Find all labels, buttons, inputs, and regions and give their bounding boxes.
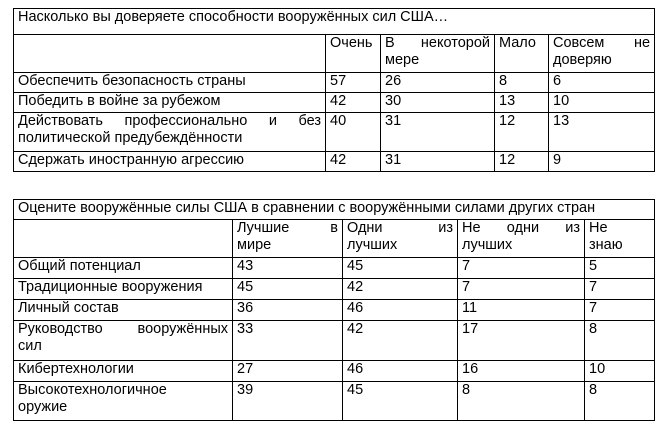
row-label: Высокотехнологичное оружие — [14, 382, 233, 421]
table-row — [14, 73, 655, 93]
cell-among-best: 45 — [343, 382, 458, 421]
trust-table-header-row — [14, 35, 655, 73]
cell-very: 57 — [326, 73, 381, 93]
table-row — [14, 382, 655, 421]
header-dont-know: Не знаю — [585, 220, 655, 258]
header-not-at-all: Совсем не доверяю — [549, 35, 655, 73]
table-row — [14, 113, 655, 152]
cell-not-among-best: 17 — [458, 321, 585, 361]
cell-not-among-best: 7 — [458, 279, 585, 300]
cell-very: 42 — [326, 93, 381, 113]
row-label: Руководство вооружённых сил — [14, 321, 233, 361]
cell-dont-know: 5 — [585, 258, 655, 279]
header-empty-cell — [14, 35, 326, 73]
cell-dont-know: 7 — [585, 300, 655, 321]
cell-best: 27 — [233, 361, 343, 382]
cell-very: 40 — [326, 113, 381, 152]
cell-not-among-best: 8 — [458, 382, 585, 421]
header-very: Очень — [326, 35, 381, 73]
cell-dont-know: 8 — [585, 382, 655, 421]
cell-best: 33 — [233, 321, 343, 361]
header-little: Мало — [495, 35, 549, 73]
cell-not-among-best: 11 — [458, 300, 585, 321]
cell-among-best: 46 — [343, 300, 458, 321]
row-label: Сдержать иностранную агрессию — [14, 152, 326, 172]
cell-not-among-best: 7 — [458, 258, 585, 279]
cell-not-among-best: 16 — [458, 361, 585, 382]
row-label: Кибертехнологии — [14, 361, 233, 382]
cell-little: 13 — [495, 93, 549, 113]
trust-table-title: Насколько вы доверяете способности вооружённых сил США… — [14, 9, 655, 35]
table-row — [14, 152, 655, 172]
cell-dont-know: 8 — [585, 321, 655, 361]
cell-dont-know: 10 — [585, 361, 655, 382]
cell-best: 39 — [233, 382, 343, 421]
comparison-table-title: Оцените вооружённые силы США в сравнении с вооружёнными силами других стран — [14, 200, 655, 220]
cell-among-best: 42 — [343, 321, 458, 361]
cell-best: 43 — [233, 258, 343, 279]
table-row — [14, 93, 655, 113]
cell-among-best: 46 — [343, 361, 458, 382]
header-not-among-best: Не одни из лучших — [458, 220, 585, 258]
cell-little: 8 — [495, 73, 549, 93]
table-row — [14, 361, 655, 382]
row-label: Победить в войне за рубежом — [14, 93, 326, 113]
table-row — [14, 300, 655, 321]
cell-somewhat: 26 — [381, 73, 495, 93]
cell-somewhat: 30 — [381, 93, 495, 113]
cell-somewhat: 31 — [381, 152, 495, 172]
cell-best: 36 — [233, 300, 343, 321]
row-label: Обеспечить безопасность страны — [14, 73, 326, 93]
header-among-best: Одни из лучших — [343, 220, 458, 258]
row-label: Общий потенциал — [14, 258, 233, 279]
row-label: Традиционные вооружения — [14, 279, 233, 300]
cell-dont-know: 7 — [585, 279, 655, 300]
cell-very: 42 — [326, 152, 381, 172]
cell-somewhat: 31 — [381, 113, 495, 152]
cell-not-at-all: 13 — [549, 113, 655, 152]
cell-best: 45 — [233, 279, 343, 300]
comparison-table — [13, 199, 655, 421]
trust-table — [13, 8, 655, 172]
cell-among-best: 45 — [343, 258, 458, 279]
cell-among-best: 42 — [343, 279, 458, 300]
row-label: Личный состав — [14, 300, 233, 321]
cell-little: 12 — [495, 113, 549, 152]
cell-little: 12 — [495, 152, 549, 172]
header-somewhat: В некоторой мере — [381, 35, 495, 73]
comparison-table-header-row — [14, 220, 655, 258]
table-row — [14, 279, 655, 300]
header-empty-cell — [14, 220, 233, 258]
cell-not-at-all: 6 — [549, 73, 655, 93]
table-row — [14, 258, 655, 279]
cell-not-at-all: 9 — [549, 152, 655, 172]
cell-not-at-all: 10 — [549, 93, 655, 113]
header-best: Лучшие в мире — [233, 220, 343, 258]
table-row — [14, 321, 655, 361]
row-label: Действовать профессионально и без политической предубеждённости — [14, 113, 326, 152]
